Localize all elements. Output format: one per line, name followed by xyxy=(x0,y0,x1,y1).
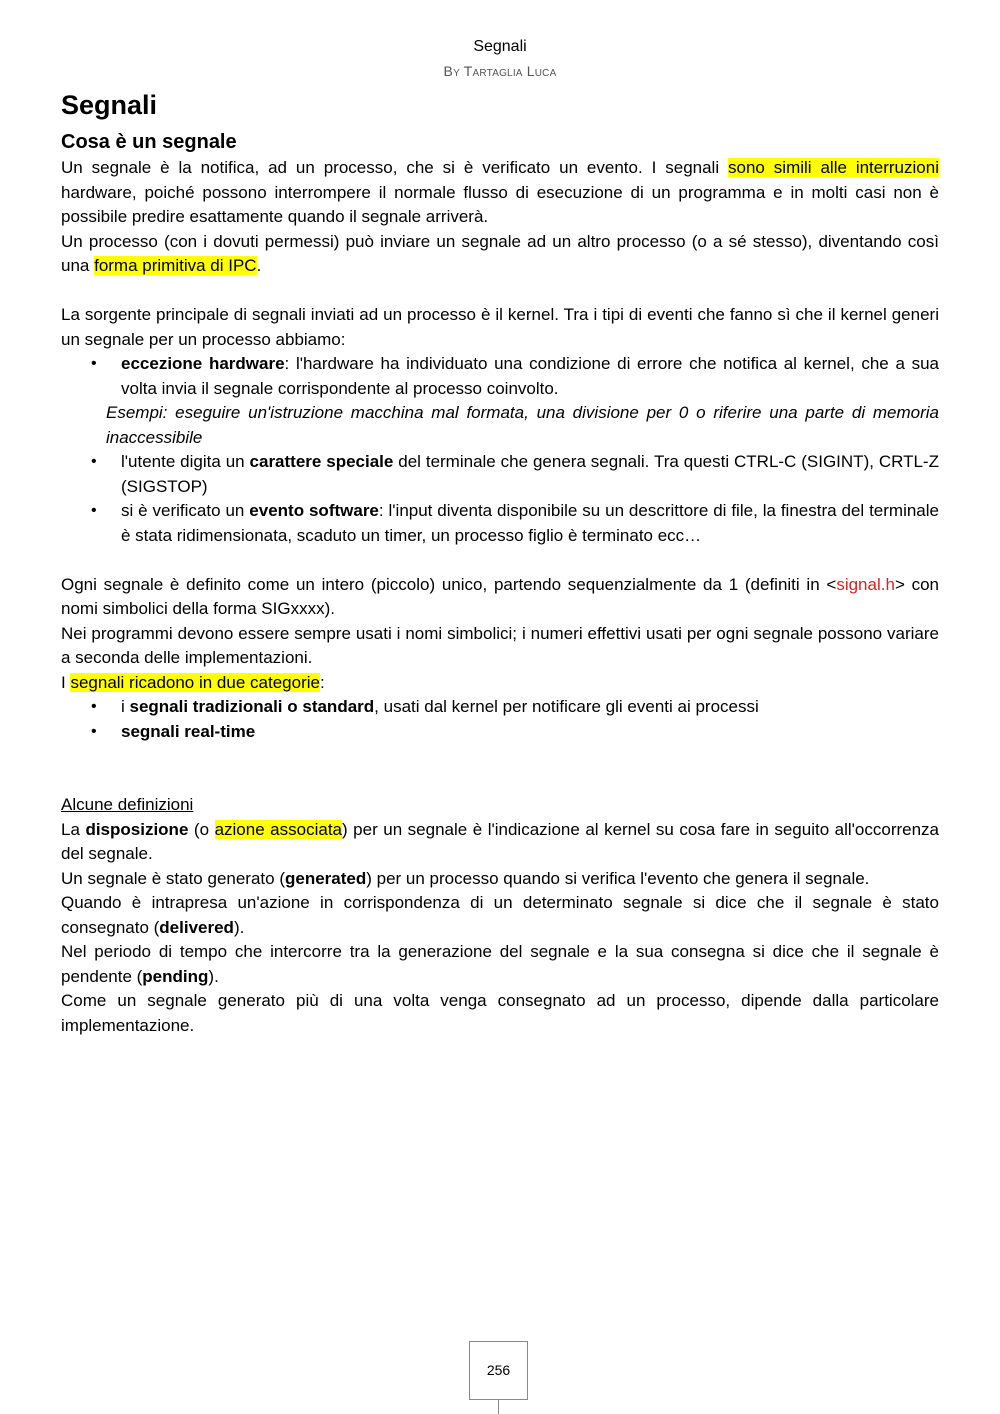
highlight: azione associata xyxy=(214,819,342,839)
section-heading: Cosa è un segnale xyxy=(61,131,237,153)
page-number-line xyxy=(498,1399,499,1414)
page-content xyxy=(61,86,939,1038)
page-number: 256 xyxy=(469,1341,528,1400)
category-list xyxy=(61,695,939,744)
highlight: segnali ricadono in due categorie xyxy=(70,672,320,692)
paragraph-intro: Un segnale è la notifica, ad un processo, che si è verificato un evento. I segnali sono simili alle interruzioni hardware, poiché possono interrompere il normale flusso di esecuzione di un programma e in molti casi non è possibile predire esattamente quando il segnale arriverà. xyxy=(61,158,939,226)
event-list xyxy=(61,352,939,401)
example-note: Esempi: eseguire un'istruzione macchina mal formata, una divisione per 0 o riferire una parte di memoria inaccessibile xyxy=(106,403,939,447)
highlight: sono simili alle interruzioni xyxy=(728,158,939,177)
highlight: forma primitiva di IPC xyxy=(94,256,257,275)
paragraph-ipc: Un processo (con i dovuti permessi) può inviare un segnale ad un altro processo (o a sé stesso), diventando così una forma primitiva di IPC. xyxy=(61,231,939,275)
definitions-heading: Alcune definizioni xyxy=(61,795,194,814)
paragraph-signal-numbers: Ogni segnale è definito come un intero (piccolo) unico, partendo sequenzialmente da 1 (definiti in <signal.h> con nomi simbolici della forma SIGxxxx). xyxy=(61,574,940,618)
page-title: Segnali xyxy=(61,90,158,120)
list-item: • si è verificato un evento software: l'input diventa disponibile su un descrittore di file, la finestra del terminale è stata ridimensionata, scaduto un timer, un processo figlio è terminato ecc… xyxy=(121,499,939,548)
list-item: • l'utente digita un carattere speciale del terminale che genera segnali. Tra questi CTRL-C (SIGINT), CRTL-Z (SIGSTOP) xyxy=(121,450,939,499)
paragraph-categories: I segnali ricadono in due categorie: xyxy=(61,672,325,692)
paragraph-symbolic-names: Nei programmi devono essere sempre usati i nomi simbolici; i numeri effettivi usati per ogni segnale possono variare a seconda delle implementazioni. xyxy=(61,623,939,667)
event-list-cont xyxy=(61,450,939,548)
definition-generated: Un segnale è stato generato (generated) per un processo quando si verifica l'evento che genera il segnale. xyxy=(61,868,870,888)
running-header-author: By Tartaglia Luca xyxy=(443,63,557,79)
paragraph-sources: La sorgente principale di segnali inviati ad un processo è il kernel. Tra i tipi di eventi che fanno sì che il kernel generi un segnale per un processo abbiamo: xyxy=(61,305,939,349)
list-item: • eccezione hardware: l'hardware ha individuato una condizione di errore che notifica al kernel, che a sua volta invia il segnale corrispondente al processo coinvolto. xyxy=(121,352,939,401)
definition-pending: Nel periodo di tempo che intercorre tra la generazione del segnale e la sua consegna si dice che il segnale è pendente (pending). xyxy=(61,942,939,986)
list-item: • i segnali tradizionali o standard, usati dal kernel per notificare gli eventi ai processi xyxy=(121,695,939,720)
definition-disposition: La disposizione (o azione associata) per un segnale è l'indicazione al kernel su cosa fare in seguito all'occorrenza del segnale. xyxy=(61,819,940,863)
definition-multiple: Come un segnale generato più di una volta venga consegnato ad un processo, dipende dalla particolare implementazione. xyxy=(61,991,939,1035)
header-file-name: signal.h xyxy=(836,574,895,594)
definition-delivered: Quando è intrapresa un'azione in corrispondenza di un determinato segnale si dice che il segnale è stato consegnato (delivered). xyxy=(61,893,939,937)
list-item: • segnali real-time xyxy=(121,720,939,745)
running-header-title: Segnali xyxy=(473,38,527,55)
